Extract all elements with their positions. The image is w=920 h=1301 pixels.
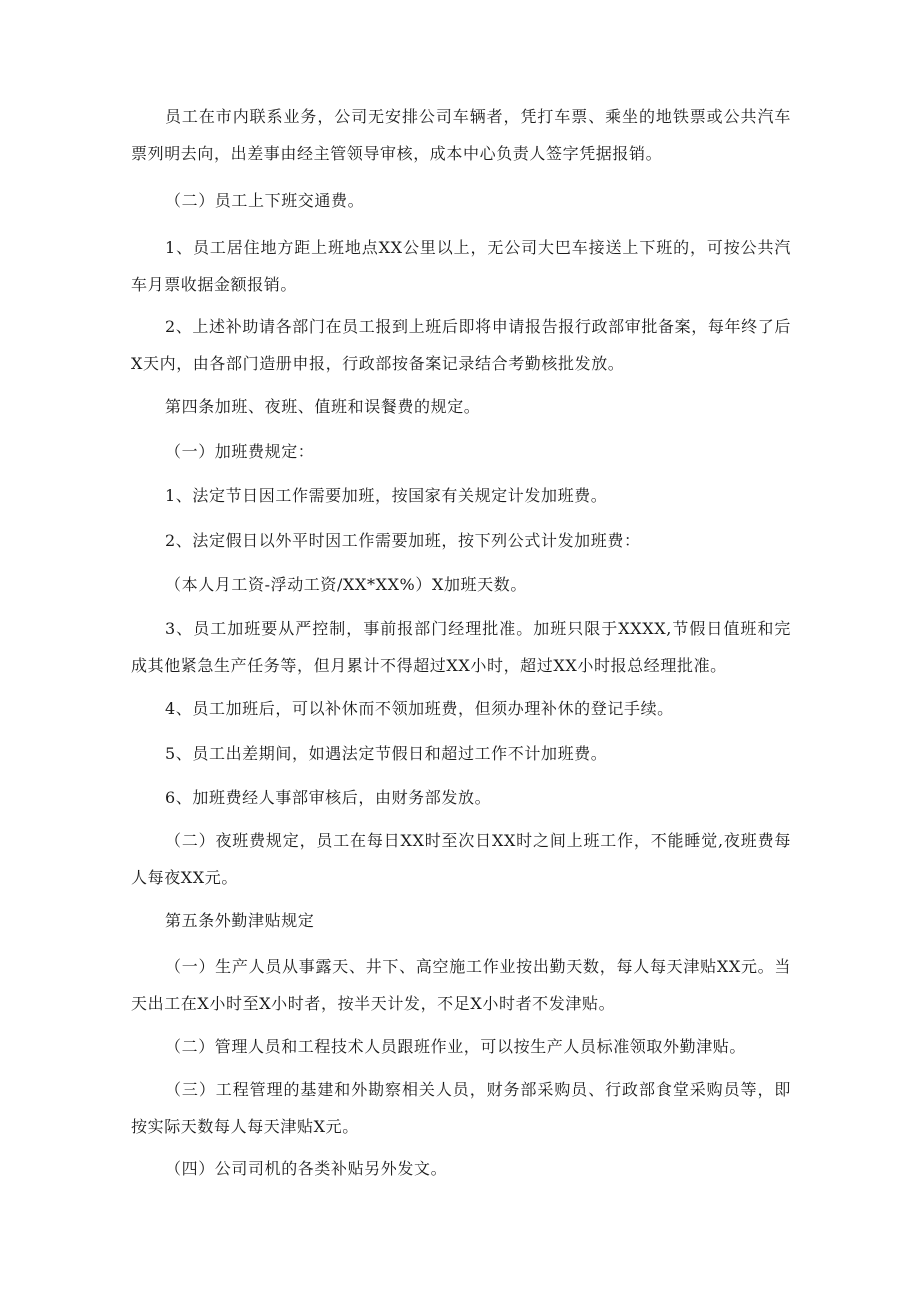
paragraph-18: （三）工程管理的基建和外勘察相关人员，财务部采购员、行政部食堂采购员等，即按实际天数每人每天津贴X元。	[131, 1080, 791, 1136]
paragraph-12: 5、员工出差期间，如遇法定节假日和超过工作不计加班费。	[165, 744, 608, 763]
paragraph-14: （二）夜班费规定，员工在每日XX时至次日XX时之间上班工作，不能睡觉,夜班费每人每夜XX元。	[131, 831, 791, 887]
paragraph-11: 4、员工加班后，可以补休而不领加班费，但须办理补休的登记手续。	[165, 699, 674, 718]
paragraph-9: （本人月工资-浮动工资/XX*XX%）X加班天数。	[165, 575, 527, 594]
paragraph-2: （二）员工上下班交通费。	[165, 191, 365, 210]
paragraph-15: 第五条外勤津贴规定	[165, 911, 315, 930]
paragraph-4: 2、上述补助请各部门在员工报到上班后即将申请报告报行政部审批备案，每年终了后X天内，由各部门造册申报，行政部按备案记录结合考勤核批发放。	[131, 317, 791, 373]
paragraph-3: 1、员工居住地方距上班地点XX公里以上，无公司大巴车接送上下班的，可按公共汽车月票收据金额报销。	[131, 238, 791, 294]
paragraph-5: 第四条加班、夜班、值班和误餐费的规定。	[165, 397, 481, 416]
paragraph-10: 3、员工加班要从严控制，事前报部门经理批准。加班只限于XXXX,节假日值班和完成其他紧急生产任务等，但月累计不得超过XX小时，超过XX小时报总经理批准。	[131, 619, 791, 675]
paragraph-8: 2、法定假日以外平时因工作需要加班，按下列公式计发加班费：	[165, 531, 641, 550]
paragraph-17: （二）管理人员和工程技术人员跟班作业，可以按生产人员标准领取外勤津贴。	[165, 1037, 747, 1056]
paragraph-19: （四）公司司机的各类补贴另外发文。	[165, 1159, 448, 1178]
paragraph-1: 员工在市内联系业务，公司无安排公司车辆者，凭打车票、乘坐的地铁票或公共汽车票列明去向，出差事由经主管领导审核，成本中心负责人签字凭据报销。	[131, 107, 791, 163]
paragraph-7: 1、法定节日因工作需要加班，按国家有关规定计发加班费。	[165, 486, 608, 505]
paragraph-6: （一）加班费规定：	[165, 442, 315, 461]
paragraph-16: （一）生产人员从事露天、井下、高空施工作业按出勤天数，每人每天津贴XX元。当天出工在X小时至X小时者，按半天计发，不足X小时者不发津贴。	[131, 957, 791, 1013]
paragraph-13: 6、加班费经人事部审核后，由财务部发放。	[165, 788, 492, 807]
